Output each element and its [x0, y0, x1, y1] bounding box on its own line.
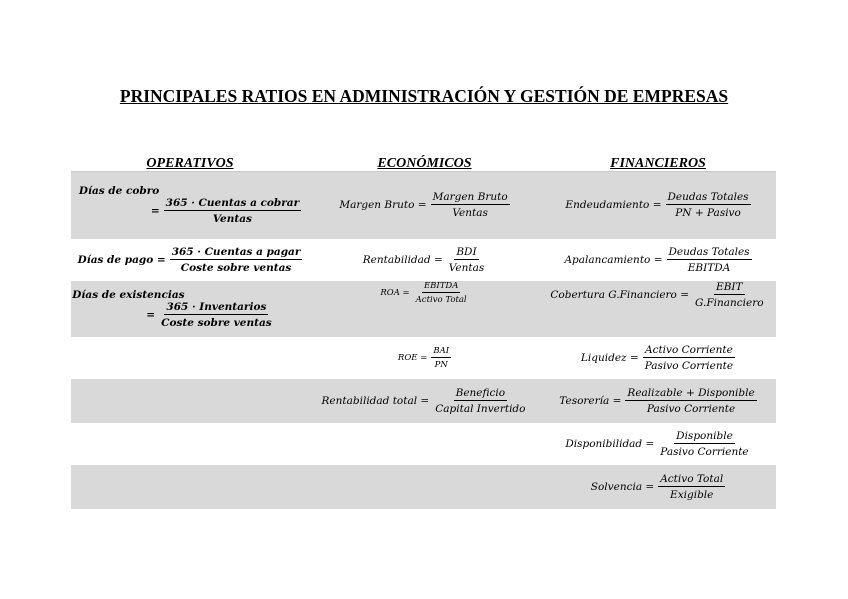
denominator: Coste sobre ventas [161, 317, 272, 329]
denominator: PN [434, 360, 448, 370]
denominator: Ventas [448, 262, 485, 274]
ratio-rentabilidad [309, 239, 540, 281]
numerator: EBITDA [423, 281, 459, 291]
numerator: Deudas Totales [667, 191, 749, 203]
numerator: Realizable + Disponible [627, 387, 755, 399]
ratio-label: Cobertura G.Financiero = [550, 289, 690, 301]
numerator: BAI [433, 346, 450, 356]
ratio-liquidez [540, 337, 776, 379]
ratio-label: Tesorería = [559, 395, 622, 407]
ratio-label: Apalancamiento = [564, 254, 663, 266]
numerator: Disponible [676, 430, 733, 442]
numerator: Activo Corriente [644, 344, 733, 356]
table-row [71, 423, 776, 465]
numerator: 365 · Cuentas a pagar [171, 246, 301, 258]
numerator: Deudas Totales [668, 246, 750, 258]
ratio-rentabilidad-total [309, 379, 540, 423]
denominator: Ventas [212, 213, 252, 225]
ratio-label: Días de cobro [78, 185, 160, 197]
ratio-label: Endeudamiento = [565, 199, 662, 211]
numerator: Beneficio [455, 387, 506, 399]
denominator: Capital Invertido [435, 403, 526, 415]
ratio-solvencia [540, 465, 776, 509]
equals-sign: = [146, 309, 156, 321]
ratio-endeudamiento [540, 171, 776, 239]
ratio-label: Días de existencias [72, 289, 185, 301]
denominator: PN + Pasivo [675, 207, 741, 219]
header-operativos: OPERATIVOS [146, 156, 234, 171]
ratio-margen-bruto [309, 171, 540, 239]
ratio-label: Solvencia = [590, 481, 655, 493]
ratio-roa [309, 281, 540, 337]
ratio-label: Disponibilidad = [565, 438, 655, 450]
denominator: Pasivo Corriente [646, 403, 736, 415]
table-row [71, 171, 776, 239]
table-row [71, 239, 776, 281]
ratio-disponibilidad [540, 423, 776, 465]
table-row [71, 337, 776, 379]
ratio-dias-existencias [71, 281, 309, 337]
table-row [71, 465, 776, 509]
denominator: G.Financiero [695, 297, 764, 309]
denominator: Ventas [452, 207, 488, 219]
ratio-apalancamiento [540, 239, 776, 281]
denominator: Pasivo Corriente [660, 446, 749, 458]
ratio-cobertura [540, 281, 776, 337]
numerator: Margen Bruto [432, 191, 508, 203]
ratio-label: ROA = [380, 288, 410, 298]
header-economicos: ECONÓMICOS [377, 156, 472, 171]
ratio-label: Margen Bruto = [339, 199, 427, 211]
numerator: BDI [456, 246, 477, 258]
equals-sign: = [150, 205, 160, 217]
ratio-label: Rentabilidad = [362, 254, 443, 266]
denominator: Exigible [670, 489, 714, 501]
denominator: Pasivo Corriente [644, 360, 734, 372]
page-title: PRINCIPALES RATIOS EN ADMINISTRACIÓN Y GESTIÓN DE EMPRESAS [119, 86, 729, 106]
ratio-label: Rentabilidad total = [321, 395, 430, 407]
numerator: 365 · Cuentas a cobrar [165, 197, 300, 209]
ratio-tesoreria [540, 379, 776, 423]
ratio-roe [309, 337, 540, 379]
table-row [71, 379, 776, 423]
denominator: Coste sobre ventas [180, 262, 292, 274]
ratio-label: Días de pago = [77, 254, 166, 266]
denominator: EBITDA [687, 262, 731, 274]
denominator: Activo Total [415, 295, 467, 305]
table-row [71, 281, 776, 337]
numerator: Activo Total [660, 473, 724, 485]
header-financieros: FINANCIEROS [610, 156, 706, 171]
ratio-dias-pago [71, 239, 309, 281]
numerator: 365 · Inventarios [166, 301, 267, 313]
ratio-dias-cobro [71, 171, 309, 239]
numerator: EBIT [716, 281, 743, 293]
ratio-label: Liquidez = [580, 352, 639, 364]
ratio-label: ROE = [397, 353, 428, 363]
